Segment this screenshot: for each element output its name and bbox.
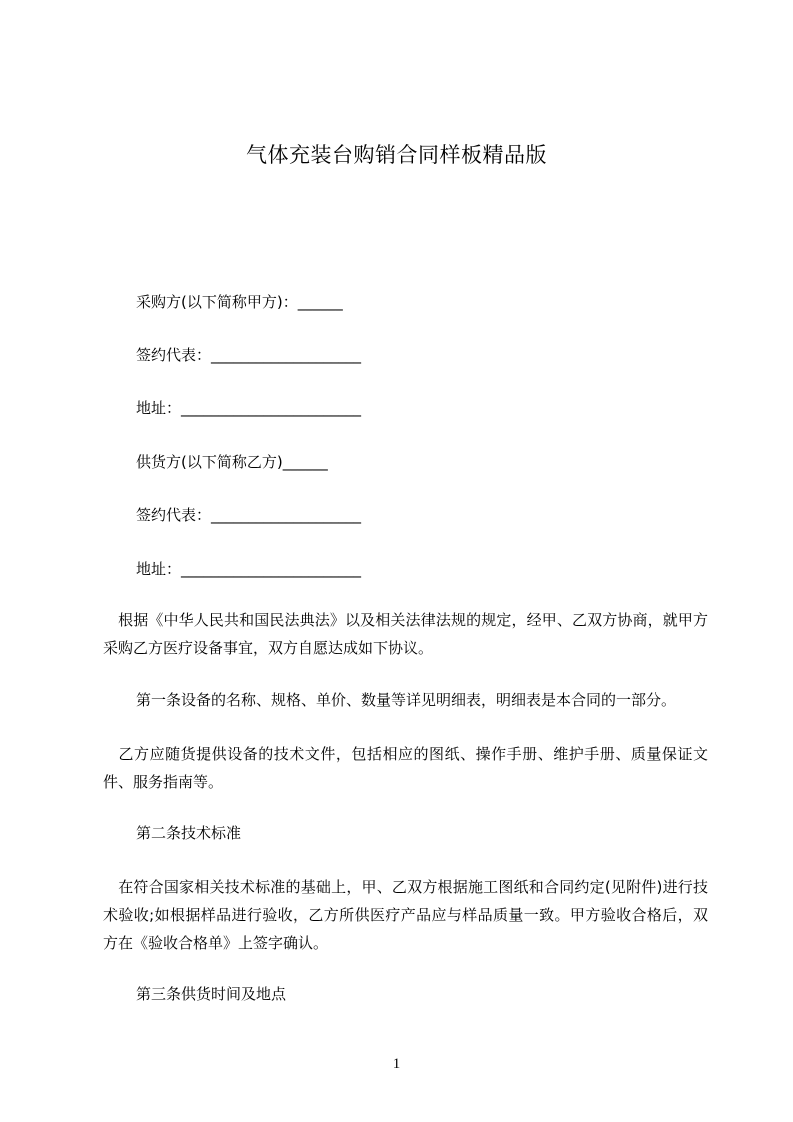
article-1-paragraph: 第一条设备的名称、规格、单价、数量等详见明细表，明细表是本合同的一部分。	[136, 691, 677, 709]
seller-field: 供货方(以下简称乙方)______	[136, 453, 328, 471]
article-2-heading: 第二条技术标准	[136, 824, 242, 842]
page-number: 1	[392, 1056, 401, 1072]
buyer-representative-field: 签约代表：____________________	[136, 346, 362, 364]
buyer-address-field: 地址：________________________	[136, 399, 362, 417]
preamble-paragraph: 根据《中华人民共和国民法典法》以及相关法律法规的规定，经甲、乙双方协商，就甲方采购乙方医疗设备事宜，双方自愿达成如下协议。	[103, 611, 708, 657]
document-title: 气体充装台购销合同样板精品版	[246, 143, 547, 167]
buyer-field: 采购方(以下简称甲方)：______	[136, 293, 343, 311]
article-2-body-paragraph: 在符合国家相关技术标准的基础上，甲、乙双方根据施工图纸和合同约定(见附件)进行技术验收;如根据样品进行验收，乙方所供医疗产品应与样品质量一致。甲方验收合格后，双方在《验收合格单》上签字确认。	[103, 878, 708, 952]
article-1-documents-paragraph: 乙方应随货提供设备的技术文件，包括相应的图纸、操作手册、维护手册、质量保证文件、服务指南等。	[103, 745, 708, 791]
seller-address-field: 地址：________________________	[136, 560, 362, 578]
seller-representative-field: 签约代表：____________________	[136, 506, 362, 524]
article-3-heading: 第三条供货时间及地点	[136, 985, 287, 1003]
